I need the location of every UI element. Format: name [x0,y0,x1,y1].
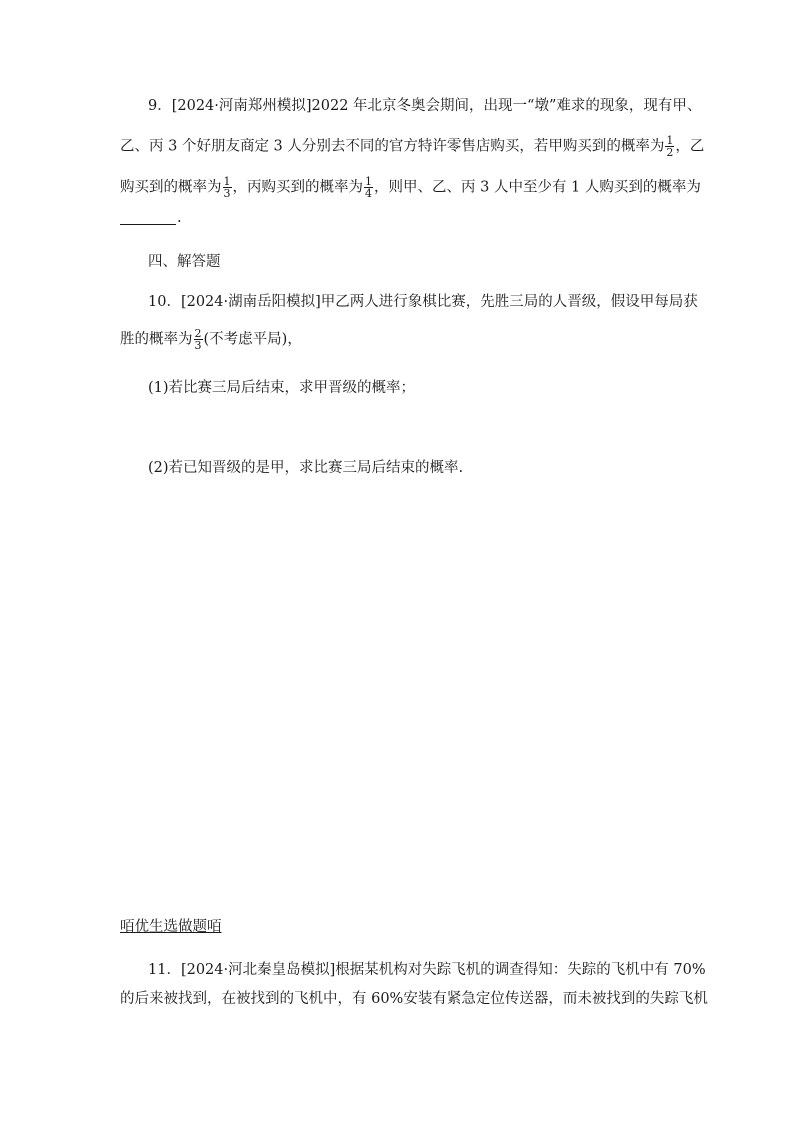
section-heading: 四、解答题 [148,254,221,270]
q11-line-1: 11．[2024·河北秦皇岛模拟]根据某机构对失踪飞机的调查得知：失踪的飞机中有 70% [148,962,706,978]
q9-line-3-end: ，则甲、乙、丙 3 人中至少有 1 人购买到的概率为 [374,179,701,196]
fraction-numerator: 1 [666,134,674,147]
q11-line-2: 的后来被找到，在被找到的飞机中，有 60%安装有紧急定位传送器，而未被找到的失踪飞机 [120,991,708,1007]
q10-line-2-text: 胜的概率为 [120,331,193,348]
q10-line-2 [120,328,302,351]
q9-line-2-end: ，乙 [675,138,705,155]
q9-line-3-mid: ，丙购买到的概率为 [232,179,363,196]
q10-line-1: 10．[2024·湖南岳阳模拟]甲乙两人进行象棋比赛，先胜三局的人晋级，假设甲每局获 [148,294,698,310]
q9-line-2 [120,135,704,158]
fraction-denominator: 2 [666,146,674,159]
q10-part-2: (2)若已知晋级的是甲，求比赛三局后结束的概率. [148,460,464,476]
q9-line-3 [120,176,701,199]
fraction-numerator: 1 [365,175,372,188]
q10-part-1: (1)若比赛三局后结束，求甲晋级的概率； [148,380,416,396]
q9-line-1: 9．[2024·河南郑州模拟]2022 年北京冬奥会期间，出现一“墩”难求的现象，现有甲、 [148,98,702,114]
fraction-two-thirds [194,328,203,351]
fraction-denominator: 4 [365,187,372,200]
fraction-quarter [364,176,373,199]
q10-line-2-end: (不考虑平局)， [203,331,302,348]
q9-line-2-text: 乙、丙 3 个好朋友商定 3 人分别去不同的官方特许零售店购买，若甲购买到的概率为 [120,138,665,155]
fraction-half [665,135,674,158]
q9-line-3-text: 购买到的概率为 [120,179,222,196]
blank-period: . [177,210,182,226]
answer-blank [120,224,176,225]
fraction-numerator: 1 [223,175,231,188]
fraction-numerator: 2 [194,327,202,340]
fraction-third [223,176,232,199]
optional-section-title: 咟优生选做题咟 [120,919,222,935]
fraction-denominator: 3 [223,187,231,200]
fraction-denominator: 3 [194,339,202,352]
